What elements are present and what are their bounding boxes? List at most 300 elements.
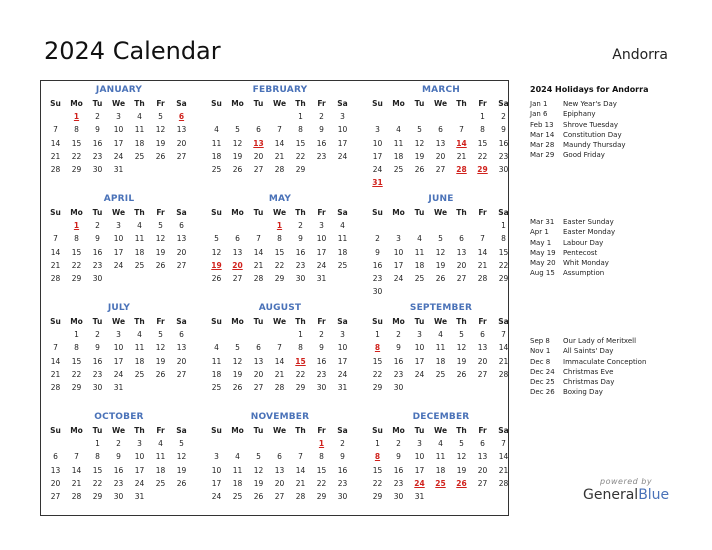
holiday-name: Our Lady of Meritxell (563, 337, 637, 345)
holiday-row (530, 99, 700, 109)
day: 6 (480, 439, 485, 449)
holiday-date: May 1 (530, 238, 552, 247)
day: 27 (456, 273, 467, 283)
day: 11 (232, 465, 243, 475)
day: 16 (295, 247, 306, 257)
day: 2 (95, 112, 100, 122)
day: 10 (414, 452, 425, 462)
day: 11 (435, 452, 446, 462)
month-days-grid (367, 206, 515, 298)
weekday-header: We (111, 317, 126, 326)
holiday-row (530, 150, 700, 160)
day: 13 (176, 343, 187, 353)
weekday-header: Su (211, 426, 222, 435)
day: 18 (211, 151, 222, 161)
day: 23 (92, 151, 103, 161)
holiday-day: 20 (232, 260, 243, 270)
holiday-name: Constitution Day (563, 130, 622, 139)
day: 12 (414, 138, 425, 148)
day: 15 (71, 247, 82, 257)
day: 18 (393, 151, 404, 161)
day: 20 (50, 478, 61, 488)
day: 27 (232, 273, 243, 283)
day: 19 (456, 356, 467, 366)
day: 10 (113, 125, 124, 135)
day: 2 (319, 330, 324, 340)
day: 12 (176, 452, 187, 462)
day: 3 (214, 452, 219, 462)
day: 12 (232, 138, 243, 148)
month-january (45, 83, 193, 189)
empty-cell (409, 110, 430, 123)
day: 14 (253, 247, 264, 257)
month-june (367, 192, 515, 298)
weekday-header: Fr (156, 208, 165, 217)
day: 17 (316, 247, 327, 257)
country-label: Andorra (612, 47, 668, 63)
day: 2 (298, 221, 303, 231)
weekday-header: Th (295, 208, 306, 217)
holiday-row (530, 258, 700, 268)
holiday-date: Aug 15 (530, 269, 555, 278)
day: 7 (298, 452, 303, 462)
day: 3 (340, 330, 345, 340)
day: 16 (393, 465, 404, 475)
day: 21 (274, 151, 285, 161)
day: 19 (176, 465, 187, 475)
weekday-header: Tu (414, 208, 425, 217)
day: 2 (396, 439, 401, 449)
day: 25 (393, 164, 404, 174)
day: 20 (253, 151, 264, 161)
weekday-header: Su (50, 317, 61, 326)
empty-cell (227, 437, 248, 450)
weekday-header: We (433, 426, 448, 435)
day: 12 (456, 452, 467, 462)
day: 28 (71, 491, 82, 501)
day: 20 (456, 260, 467, 270)
day: 3 (417, 330, 422, 340)
day: 5 (158, 112, 163, 122)
month-name: SEPTEMBER (409, 303, 473, 313)
holiday-day: 31 (372, 178, 383, 188)
weekday-header: Sa (176, 208, 187, 217)
weekday-header: Th (295, 99, 306, 108)
holidays-title: 2024 Holidays for Andorra (530, 85, 649, 94)
day: 25 (155, 478, 166, 488)
day: 18 (155, 465, 166, 475)
day: 15 (316, 465, 327, 475)
day: 21 (71, 478, 82, 488)
day: 15 (498, 247, 509, 257)
day: 12 (253, 465, 264, 475)
day: 13 (176, 234, 187, 244)
weekday-header: We (433, 317, 448, 326)
day: 5 (235, 343, 240, 353)
day: 17 (113, 247, 124, 257)
day: 12 (155, 125, 166, 135)
day: 24 (414, 369, 425, 379)
day: 16 (498, 138, 509, 148)
day: 17 (113, 356, 124, 366)
day: 22 (71, 369, 82, 379)
day: 20 (176, 247, 187, 257)
month-name: JULY (107, 303, 131, 313)
weekday-header: Mo (70, 426, 83, 435)
empty-cell (206, 328, 227, 341)
empty-cell (45, 328, 66, 341)
day: 4 (137, 221, 142, 231)
weekday-header: Th (456, 99, 467, 108)
day: 7 (501, 439, 506, 449)
holiday-row (530, 238, 700, 248)
day: 7 (256, 234, 261, 244)
day: 25 (435, 369, 446, 379)
day: 9 (501, 125, 506, 135)
day: 25 (134, 260, 145, 270)
weekday-header: Sa (337, 426, 348, 435)
empty-cell (388, 219, 409, 232)
day: 6 (459, 234, 464, 244)
weekday-header: Tu (414, 99, 425, 108)
day: 11 (435, 343, 446, 353)
day: 18 (435, 356, 446, 366)
empty-cell (430, 219, 451, 232)
weekday-header: Su (211, 208, 222, 217)
day: 3 (396, 234, 401, 244)
day: 9 (396, 452, 401, 462)
day: 27 (176, 151, 187, 161)
day: 9 (375, 247, 380, 257)
month-name: AUGUST (258, 303, 302, 313)
empty-cell (430, 110, 451, 123)
month-name: MAY (268, 194, 292, 204)
day: 4 (137, 330, 142, 340)
day: 7 (480, 234, 485, 244)
month-name: JUNE (428, 194, 454, 204)
day: 28 (274, 382, 285, 392)
day: 19 (232, 151, 243, 161)
day: 2 (375, 234, 380, 244)
holiday-day: 26 (456, 478, 467, 488)
weekday-header: Mo (231, 317, 244, 326)
holiday-date: Dec 8 (530, 357, 551, 366)
weekday-header: We (433, 99, 448, 108)
empty-cell (269, 437, 290, 450)
day: 17 (414, 465, 425, 475)
empty-cell (367, 219, 388, 232)
weekday-header: We (111, 99, 126, 108)
month-days-grid (45, 206, 193, 285)
holiday-row (530, 357, 700, 367)
day: 20 (176, 138, 187, 148)
weekday-header: Sa (498, 317, 509, 326)
day: 14 (50, 356, 61, 366)
weekday-header: Fr (478, 426, 487, 435)
day: 7 (74, 452, 79, 462)
day: 21 (274, 369, 285, 379)
month-name: DECEMBER (412, 412, 470, 422)
weekday-header: Fr (156, 99, 165, 108)
day: 26 (456, 369, 467, 379)
day: 5 (459, 439, 464, 449)
holiday-row (530, 387, 700, 397)
day: 22 (295, 369, 306, 379)
day: 5 (158, 330, 163, 340)
weekday-header: Mo (231, 426, 244, 435)
day: 6 (438, 125, 443, 135)
holiday-name: Assumption (563, 269, 605, 278)
day: 14 (71, 465, 82, 475)
day: 14 (498, 343, 509, 353)
day: 11 (337, 234, 348, 244)
weekday-header: Mo (392, 426, 405, 435)
day: 4 (235, 452, 240, 462)
weekday-header: Th (456, 208, 467, 217)
day: 17 (372, 151, 383, 161)
day: 8 (480, 125, 485, 135)
day: 5 (214, 234, 219, 244)
empty-cell (409, 219, 430, 232)
holiday-day: 13 (253, 138, 264, 148)
month-name: FEBRUARY (252, 85, 308, 95)
weekday-header: Fr (317, 208, 326, 217)
day: 23 (372, 273, 383, 283)
day: 12 (155, 343, 166, 353)
holiday-day: 14 (456, 138, 467, 148)
day: 16 (92, 138, 103, 148)
day: 28 (274, 164, 285, 174)
day: 31 (134, 491, 145, 501)
day: 6 (179, 221, 184, 231)
holiday-date: Feb 13 (530, 120, 554, 129)
page-title: 2024 Calendar (44, 37, 221, 65)
month-august (206, 301, 354, 407)
day: 8 (74, 125, 79, 135)
holiday-day: 28 (456, 164, 467, 174)
day: 30 (337, 491, 348, 501)
day: 1 (74, 330, 79, 340)
day: 9 (340, 452, 345, 462)
holiday-day: 8 (374, 452, 381, 462)
month-december (367, 410, 515, 516)
day: 31 (113, 382, 124, 392)
day: 15 (92, 465, 103, 475)
day: 29 (316, 491, 327, 501)
day: 8 (95, 452, 100, 462)
weekday-header: Su (50, 99, 61, 108)
holiday-name: Immaculate Conception (563, 357, 647, 366)
weekday-header: Su (372, 99, 383, 108)
weekday-header: Tu (92, 208, 103, 217)
month-days-grid (367, 424, 515, 503)
month-february (206, 83, 354, 189)
day: 24 (316, 260, 327, 270)
day: 3 (375, 125, 380, 135)
weekday-header: Tu (92, 317, 103, 326)
day: 27 (253, 382, 264, 392)
day: 11 (155, 452, 166, 462)
weekday-header: We (272, 208, 287, 217)
day: 28 (498, 478, 509, 488)
day: 19 (155, 138, 166, 148)
weekday-header: Th (295, 317, 306, 326)
holiday-name: Pentecost (563, 248, 598, 257)
day: 10 (211, 465, 222, 475)
empty-cell (45, 219, 66, 232)
weekday-header: We (433, 208, 448, 217)
day: 29 (92, 491, 103, 501)
month-september (367, 301, 515, 407)
holiday-name: Boxing Day (563, 388, 603, 397)
day: 18 (435, 465, 446, 475)
day: 23 (393, 369, 404, 379)
day: 20 (274, 478, 285, 488)
holiday-row (530, 336, 700, 346)
day: 5 (179, 439, 184, 449)
day: 26 (176, 478, 187, 488)
day: 25 (211, 382, 222, 392)
weekday-header: Fr (317, 317, 326, 326)
day: 24 (211, 491, 222, 501)
day: 15 (477, 138, 488, 148)
day: 23 (316, 369, 327, 379)
holiday-name: All Saints' Day (563, 347, 614, 356)
weekday-header: Th (134, 317, 145, 326)
day: 24 (113, 151, 124, 161)
day: 10 (134, 452, 145, 462)
day: 1 (501, 221, 506, 231)
holiday-row (530, 109, 700, 119)
day: 28 (50, 382, 61, 392)
branding[interactable] (583, 477, 669, 503)
day: 21 (50, 260, 61, 270)
day: 26 (155, 151, 166, 161)
day: 22 (372, 478, 383, 488)
day: 15 (71, 138, 82, 148)
empty-cell (472, 219, 493, 232)
holiday-date: Dec 24 (530, 367, 555, 376)
day: 26 (435, 273, 446, 283)
empty-cell (206, 110, 227, 123)
day: 18 (134, 247, 145, 257)
day: 10 (113, 234, 124, 244)
weekday-header: We (111, 208, 126, 217)
weekday-header: We (272, 99, 287, 108)
day: 27 (50, 491, 61, 501)
day: 24 (393, 273, 404, 283)
day: 27 (274, 491, 285, 501)
day: 21 (498, 356, 509, 366)
weekday-header: Su (50, 426, 61, 435)
holiday-name: Whit Monday (563, 259, 609, 268)
holiday-name: Epiphany (563, 110, 596, 119)
day: 13 (477, 343, 488, 353)
holiday-date: Jan 1 (530, 100, 548, 108)
month-name: JANUARY (95, 85, 143, 95)
day: 26 (155, 260, 166, 270)
weekday-header: Th (134, 99, 145, 108)
day: 22 (295, 151, 306, 161)
day: 2 (340, 439, 345, 449)
day: 2 (396, 330, 401, 340)
day: 15 (71, 356, 82, 366)
day: 16 (316, 138, 327, 148)
day: 13 (176, 125, 187, 135)
month-november (206, 410, 354, 516)
day: 10 (316, 234, 327, 244)
day: 13 (435, 138, 446, 148)
holiday-date: May 19 (530, 248, 556, 257)
day: 2 (501, 112, 506, 122)
month-october (45, 410, 193, 516)
day: 13 (50, 465, 61, 475)
day: 13 (253, 356, 264, 366)
month-days-grid (45, 97, 193, 176)
day: 8 (277, 234, 282, 244)
weekday-header: We (272, 426, 287, 435)
day: 15 (372, 465, 383, 475)
day: 24 (337, 369, 348, 379)
weekday-header: Sa (337, 317, 348, 326)
day: 1 (298, 330, 303, 340)
day: 5 (256, 452, 261, 462)
weekday-header: Mo (70, 99, 83, 108)
day: 17 (211, 478, 222, 488)
holiday-date: Jan 6 (530, 110, 548, 119)
day: 18 (134, 138, 145, 148)
holiday-row (530, 140, 700, 150)
weekday-header: Su (372, 426, 383, 435)
weekday-header: Th (134, 208, 145, 217)
holiday-date: Mar 31 (530, 218, 555, 226)
day: 26 (211, 273, 222, 283)
day: 9 (116, 452, 121, 462)
holiday-date: Dec 25 (530, 378, 555, 387)
day: 17 (337, 138, 348, 148)
day: 30 (295, 273, 306, 283)
weekday-header: Fr (478, 208, 487, 217)
day: 8 (74, 234, 79, 244)
day: 7 (53, 343, 58, 353)
day: 24 (113, 369, 124, 379)
day: 12 (232, 356, 243, 366)
weekday-header: Tu (92, 426, 103, 435)
day: 9 (95, 125, 100, 135)
month-days-grid (206, 315, 354, 394)
day: 10 (113, 343, 124, 353)
weekday-header: Tu (414, 426, 425, 435)
day: 27 (253, 164, 264, 174)
month-name: OCTOBER (94, 412, 144, 422)
day: 6 (277, 452, 282, 462)
day: 31 (337, 382, 348, 392)
day: 9 (396, 343, 401, 353)
day: 3 (116, 112, 121, 122)
day: 13 (456, 247, 467, 257)
brand-logo (583, 487, 669, 503)
day: 31 (414, 491, 425, 501)
day: 7 (501, 330, 506, 340)
empty-cell (248, 437, 269, 450)
day: 11 (134, 343, 145, 353)
day: 13 (274, 465, 285, 475)
weekday-header: Th (295, 426, 306, 435)
day: 29 (498, 273, 509, 283)
day: 29 (295, 164, 306, 174)
month-days-grid (367, 315, 515, 394)
weekday-header: Su (50, 208, 61, 217)
